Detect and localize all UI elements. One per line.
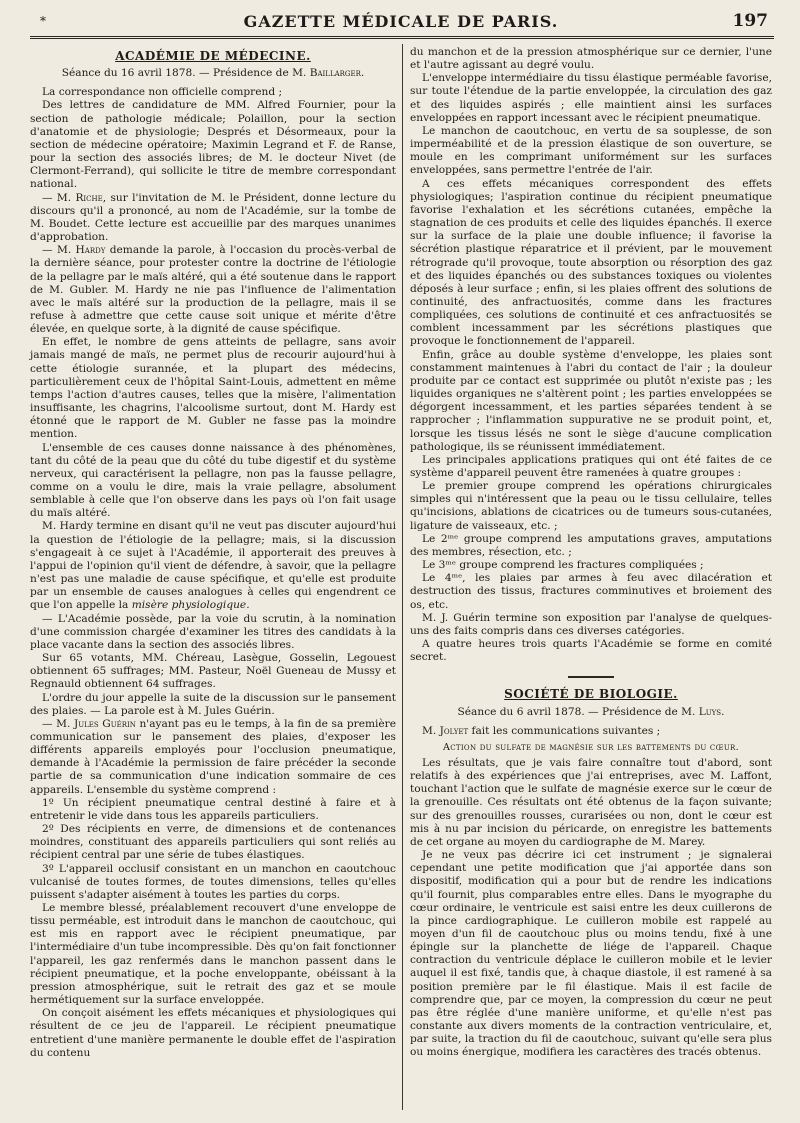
section-separator — [568, 676, 614, 678]
paragraph: La correspondance non officielle comprend ; — [42, 86, 283, 99]
paragraph — [410, 725, 772, 738]
paragraph-text: n'ayant pas eu le temps, à la fin de sa première communication sur le pansement des plaies, d'exposer les différents appareils employés pour l'occlusion pneumatique, demande à l'Académie la permission de faire précéder la seconde partie de sa communication d'une indication sommaire de ces appareils. L'ensemble du système comprend : — [30, 717, 397, 796]
paragraph: Le 2ᵐᵉ groupe comprend les amputations graves, amputations des membres, résection, etc. ; — [410, 532, 772, 558]
paragraph: Le membre blessé, préalablement recouvert d'une enveloppe de tissu perméable, est introduit dans le manchon de caoutchouc, qui est mis en rapport avec le récipient pneumatique, par l'intermédiaire d'un tube incompressible. Dès qu'on fait fonctionner l'appareil, les gaz renfermés dans le manchon passent dans le récipient pneumatique, et la poche enveloppante, obéissant à la pression atmosphérique, suit le retrait des gaz et se moule hermétiquement sur la surface enveloppée. — [30, 902, 396, 1007]
paragraph: Le 3ᵐᵉ groupe comprend les fractures compliquées ; — [422, 559, 704, 572]
subheading: Action du sulfate de magnésie sur les battements du cœur. — [443, 741, 739, 753]
paragraph: Le manchon de caoutchouc, en vertu de sa souplesse, de son imperméabilité et de la pression élastique de son ouverture, se moule en les comprimant uniformément sur les surfaces enveloppées, sans permettre l'entrée de l'air. — [410, 124, 772, 177]
seance-president: Luys. — [698, 705, 725, 718]
paragraph: Des lettres de candidature de MM. Alfred Fournier, pour la section de pathologie médicale; Polaillon, pour la section d'anatomie et de physiologie; Després et Désormeaux, pour la section de médecine opératoire; Maximin Legrand et F. de Ranse, pour la section des associés libres; de M. le docteur Nivet (de Clermont-Ferrand), qui sollicite le titre de membre correspondant national. — [30, 99, 396, 191]
paragraph: 2º Des récipients en verre, de dimensions et de contenances moindres, constituant des appareils particuliers qui sont reliés au récipient central par une série de tubes élastiques. — [30, 823, 396, 862]
header-ornament: * — [40, 14, 46, 28]
paragraph: A quatre heures trois quarts l'Académie se forme en comité secret. — [410, 638, 772, 664]
paragraph: L'ensemble de ces causes donne naissance à des phénomènes, tant du côté de la peau que du côté du tube digestif et du système nerveux, qui caractérisent la pellagre, non pas la fausse pellagre, comme on a voulu le dire, mais la vraie pellagre, absolument semblable à celle que l'on observe dans les pays où l'on fait usage du maïs altéré. — [30, 441, 396, 520]
paragraph: Les principales applications pratiques qui ont été faites de ce système d'appareil peuvent être ramenées à quatre groupes : — [410, 453, 772, 479]
page-header — [30, 8, 772, 38]
paragraph-text: demande la parole, à l'occasion du procès-verbal de la dernière séance, pour protester contre la doctrine de l'étiologie de la pellagre par le maïs altéré, qui a été soutenue dans le rapport de M. Gubler. M. Hardy ne nie pas l'influence de l'alimentation avec le maïs altéré sur la production de la pellagre, mais il se refuse à admettre que cette cause soit unique et mérite d'être élevée, en quelque sorte, à la dignité de cause spécifique. — [30, 244, 396, 336]
speaker-name: — M. Hardy — [42, 244, 106, 257]
left-column — [30, 46, 396, 1060]
section-title-biologie: SOCIÉTÉ DE BIOLOGIE. — [504, 687, 678, 702]
paragraph-text: sur l'invitation de M. le Président, donne lecture du discours qu'il a prononcé, au nom de l'Académie, sur la tombe de M. Boudet. Cette lecture est accueillie par des marques unanimes d'approbation. — [30, 191, 396, 244]
speaker-name: M. Jolyet — [422, 724, 469, 737]
header-rule — [30, 36, 774, 39]
paragraph — [30, 520, 396, 612]
section-title-academie: ACADÉMIE DE MÉDECINE. — [115, 49, 311, 63]
seance-line — [30, 67, 396, 80]
paragraph: Sur 65 votants, MM. Chéreau, Lasègue, Gosselin, Legouest obtiennent 65 suffrages; MM. Pasteur, Noël Gueneau de Mussy et Regnauld obtiennent 64 suffrages. — [30, 652, 396, 691]
seance-president: Baillarger. — [309, 67, 365, 80]
paragraph-text: fait les communications suivantes ; — [468, 724, 661, 737]
paragraph: Enfin, grâce au double système d'enveloppe, les plaies sont constamment maintenues à l'abri du contact de l'air ; la douleur produite par ce contact est supprimée ou plutôt n'existe pas ; les liquides organiques ne s'altèrent point ; les parties enveloppées se dégorgent incessamment, et les parties séparées tendent à se rapprocher ; l'inflammation suppurative ne se produit point, et, lorsque les tissus lésés ne sont le siège d'aucune complication pathologique, ils se réunissent immédiatement. — [410, 348, 772, 453]
paragraph — [30, 192, 396, 245]
paragraph: Je ne veux pas décrire ici cet instrument ; je signalerai cependant une petite modification que j'ai apportée dans son dispositif, modification qui a pour but de rendre les indications qu'il fournit, plus comparables entre elles. Dans le myographe du cœur ordinaire, le ventricule est saisi entre les deux cuillerons de la pince cardiographique. Le cuilleron mobile est rappelé au moyen d'un fil de caoutchouc plus ou moins tendu, fixé à une épingle sur la planchette de liége de l'appareil. Chaque contraction du ventricule déplace le cuilleron mobile et le levier auquel il est fixé, tandis que, à chaque diastole, il est ramené à sa position première par le fil élastique. Mais il est facile de comprendre que, par ce moyen, la compression du cœur ne peut pas être réglée d'une manière uniforme, et qu'elle n'est pas constante aux divers moments de la contraction ventriculaire, et, par suite, la traction du fil de caoutchouc, suivant qu'elle sera plus ou moins énergique, modifiera les caractères des tracés obtenus. — [410, 849, 772, 1059]
paragraph: Le premier groupe comprend les opérations chirurgicales simples qui n'intéressent que la peau ou le tissu cellulaire, telles qu'incisions, ablations de cicatrices ou de tumeurs sous-cutanées, ligature de vaisseaux, etc. ; — [410, 480, 772, 532]
seance-text: Séance du 6 avril 1878. — Présidence de M. — [457, 705, 699, 718]
paragraph: L'ordre du jour appelle la suite de la discussion sur le pansement des plaies. — La parole est à M. Jules Guérin. — [30, 691, 396, 717]
seance-line — [410, 706, 772, 719]
paragraph — [30, 244, 396, 336]
paragraph: M. J. Guérin termine son exposition par l'analyse de quelques-uns des faits compris dans ces diverses catégories. — [410, 611, 772, 637]
speaker-name: — M. Jules Guérin — [42, 717, 136, 730]
paragraph: — L'Académie possède, par la voie du scrutin, à la nomination d'une commission chargée d'examiner les titres des candidats à la place vacante dans la section des associés libres. — [30, 612, 396, 651]
paragraph: L'enveloppe intermédiaire du tissu élastique perméable favorise, sur toute l'étendue de la partie enveloppée, la circulation des gaz et des liquides aspirés ; elle maintient ainsi les surfaces enveloppées en rapport incessant avec le récipient pneumatique. — [410, 72, 772, 124]
journal-title: GAZETTE MÉDICALE DE PARIS. — [243, 12, 559, 31]
speaker-name: — M. Riche, — [42, 191, 107, 204]
paragraph: 1º Un récipient pneumatique central destiné à faire et à entretenir le vide dans tous les appareils particuliers. — [30, 796, 396, 822]
page-number: 197 — [732, 11, 768, 31]
paragraph: 3º L'appareil occlusif consistant en un manchon en caoutchouc vulcanisé de toutes formes, de toutes dimensions, telles qu'elles puissent s'adapter aisément à toutes les parties du corps. — [30, 862, 396, 901]
paragraph: En effet, le nombre de gens atteints de pellagre, sans avoir jamais mangé de maïs, ne permet plus de recourir aujourd'hui à cette étiologie surannée, et la plupart des médecins, particulièrement ceux de l'hôpital Saint-Louis, admettent en même temps l'action d'autres causes, telles que la misère, l'alimentation insuffisante, les chagrins, l'alcoolisme surtout, dont M. Hardy est étonné que le rapport de M. Gubler ne fasse pas la moindre mention. — [30, 336, 396, 441]
paragraph: A ces effets mécaniques correspondent des effets physiologiques; l'aspiration continue du récipient pneumatique favorise l'exhalation et les sécrétions cutanées, empêche la stagnation de ces produits et celle des liquides épanchés. Il exerce sur la surface de la plaie une double influence; il favorise la sécrétion plastique réparatrice et il prévient, par le mouvement rétrograde qu'il provoque, toute absorption ou résorption des gaz et des liquides épanchés ou des substances toxiques ou violentes déposés à leur surface ; enfin, si les plaies offrent des solutions de continuité, des anfractuosités, comme dans les fractures compliquées, ces solutions de continuité et ces anfractuosités se comblent incessamment par les sécrétions plastiques que provoque le fonctionnement de l'appareil. — [410, 177, 772, 348]
paragraph: Les résultats, que je vais faire connaître tout d'abord, sont relatifs à des expériences que j'ai entreprises, avec M. Laffont, touchant l'action que le sulfate de magnésie exerce sur le cœur de la grenouille. Ces résultats ont été obtenus de la façon suivante; sur des grenouilles rousses, curarisées ou non, dont le cœur est mis à nu par incision du péricarde, on enregistre les battements de cet organe au moyen du cardiographe de M. Marey. — [410, 756, 772, 848]
paragraph — [30, 718, 396, 797]
paragraph: du manchon et de la pression atmosphérique sur ce dernier, l'une et l'autre agissant au degré voulu. — [410, 46, 772, 72]
paragraph: On conçoit aisément les effets mécaniques et physiologiques qui résultent de ce jeu de l'appareil. Le récipient pneumatique entretient d'une manière permanente le double effet de l'aspiration du contenu — [30, 1007, 396, 1059]
seance-text: Séance du 16 avril 1878. — Présidence de M. — [61, 67, 310, 80]
column-divider — [402, 44, 403, 1110]
paragraph-text: M. Hardy termine en disant qu'il ne veut pas discuter aujourd'hui la question de l'étiologie de la pellagre; mais, si la discussion s'engageait à ce sujet à l'Académie, il apporterait des preuves à l'appui de l'opinion qu'il vient de défendre, à savoir, que la pellagre n'est pas une maladie de cause spécifique, et qu'elle est produite par un ensemble de causes analogues à celles qui engendrent ce que l'on appelle la — [30, 520, 396, 612]
italic-term: misère physiologique. — [131, 599, 250, 612]
right-column — [410, 46, 772, 1060]
paragraph: Le 4ᵐᵉ, les plaies par armes à feu avec dilacération et destruction des tissus, fractures comminutives et broiement des os, etc. — [410, 572, 772, 611]
